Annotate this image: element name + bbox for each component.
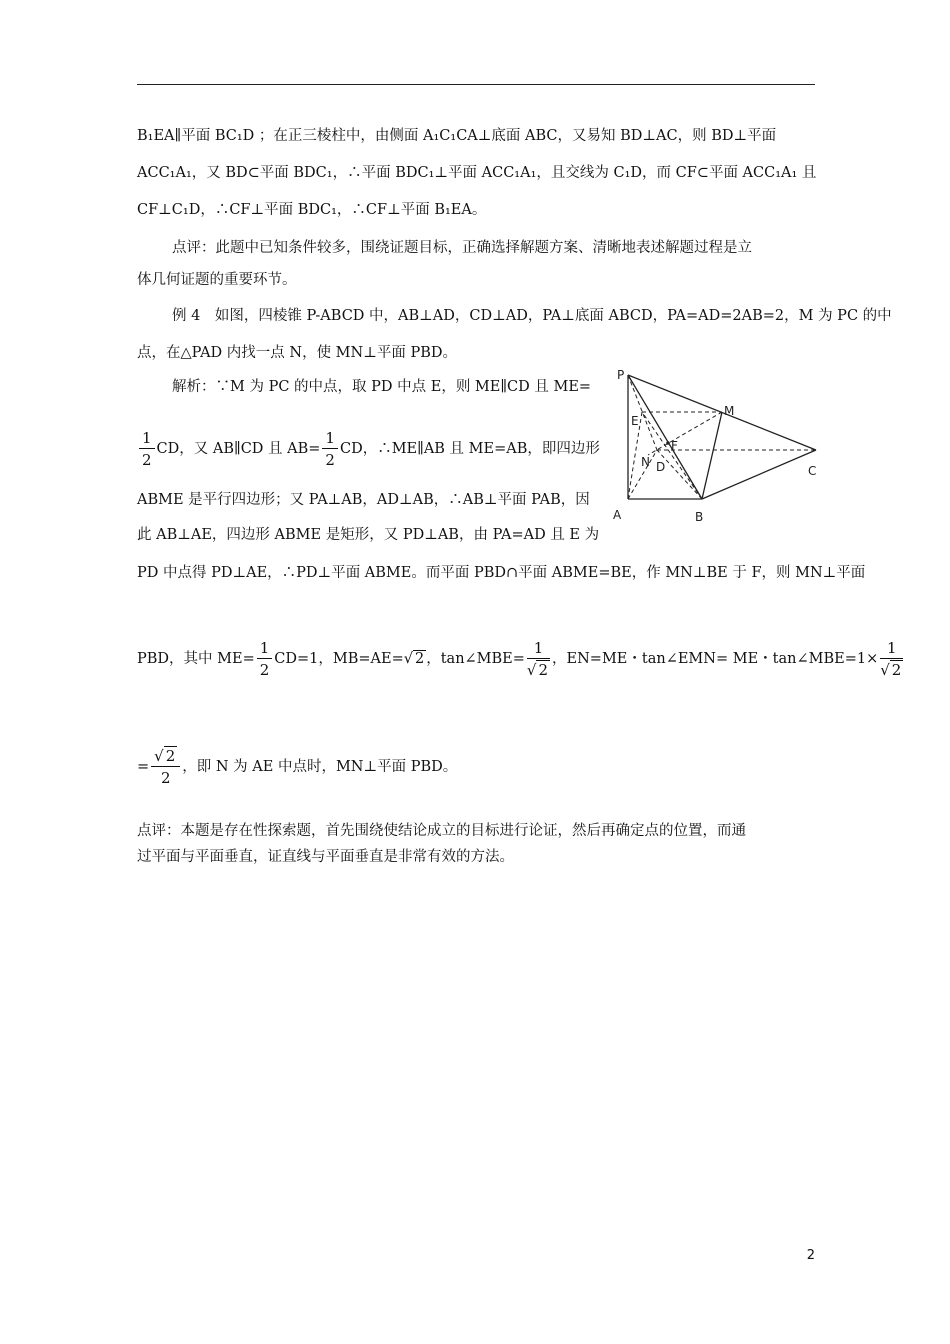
label-A: A	[613, 508, 622, 522]
label-B: B	[695, 510, 704, 524]
label-F: F	[671, 439, 678, 453]
fraction: $\frac{1}{2}$	[322, 428, 338, 471]
edge-BD	[657, 450, 702, 499]
label-M: M	[724, 404, 735, 418]
comment-line: 点评：此题中已知条件较多，围绕证题目标，正确选择解题方案、清晰地表述解题过程是立	[172, 240, 752, 256]
comment-line: 体几何证题的重要环节。	[137, 272, 297, 288]
text-line: B₁EA∥平面 BC₁D ；在正三棱柱中，由侧面 A₁C₁CA⊥底面 ABC，又易知 BD⊥AC，则 BD⊥平面	[137, 128, 777, 144]
text-line: ACC₁A₁，又 BD⊂平面 BDC₁，∴平面 BDC₁⊥平面 ACC₁A₁，且交线为 C₁D，而 CF⊂平面 ACC₁A₁ 且	[137, 165, 817, 181]
label-P: P	[617, 368, 625, 382]
page-number: 2	[806, 1248, 815, 1263]
example-line: 点，在△PAD 内找一点 N，使 MN⊥平面 PBD。	[137, 345, 458, 361]
fraction: $\frac{1}{√ 2}$	[880, 638, 902, 679]
label-C: C	[808, 464, 817, 478]
fraction: $\frac{1}{2}$	[257, 638, 273, 681]
solution-line: 解析：∵M 为 PC 的中点，取 PD 中点 E，则 ME∥CD 且 ME=	[172, 379, 592, 395]
edge-BC	[702, 450, 816, 499]
text-line: CF⊥C₁D，∴CF⊥平面 BDC₁，∴CF⊥平面 B₁EA。	[137, 202, 487, 218]
example-line: 例 4 如图，四棱锥 P-ABCD 中，AB⊥AD，CD⊥AD，PA⊥底面 ABCD，PA=AD=2AB=2，M 为 PC 的中	[172, 308, 892, 324]
fraction: $\frac{1}{2}$	[139, 428, 155, 471]
point-F	[666, 441, 670, 445]
solution-line: PD 中点得 PD⊥AE，∴PD⊥平面 ABME。而平面 PBD∩平面 ABME=BE，作 MN⊥BE 于 F，则 MN⊥平面	[137, 565, 866, 581]
label-D: D	[656, 460, 666, 474]
label-E: E	[631, 414, 639, 428]
solution-line: = $\frac{√ 2}{2}$ ，即 N 为 AE 中点时，MN⊥平面 PBD。	[137, 746, 458, 787]
label-N: N	[641, 455, 650, 469]
edge-MN	[648, 412, 722, 455]
pyramid-figure	[605, 365, 830, 525]
sqrt-expr: √ 2	[403, 651, 425, 667]
fraction: $\frac{√ 2}{2}$	[151, 746, 180, 789]
solution-line: 此 AB⊥AE，四边形 ABME 是矩形，又 PD⊥AB，由 PA=AD 且 E 为	[137, 527, 600, 543]
solution-line: ABME 是平行四边形；又 PA⊥AB，AD⊥AB，∴AB⊥平面 PAB，因	[137, 492, 590, 508]
comment-line: 过平面与平面垂直，证直线与平面垂直是非常有效的方法。	[137, 849, 514, 865]
edge-BE	[642, 412, 702, 499]
solution-line: $\frac{1}{2}$ CD，又 AB∥CD 且 AB= $\frac{1}{2}$ CD，∴ME∥AB 且 ME=AB，即四边形	[137, 424, 600, 474]
solution-line: PBD，其中 ME= $\frac{1}{2}$ CD=1，MB=AE=√ 2 ，tan∠MBE= $\frac{1}{√ 2}$ ，EN=ME・tan∠EMN= ME・tan∠MBE=1× $\frac{1}{√ 2}$	[137, 634, 905, 684]
header-rule	[137, 84, 815, 85]
comment-line: 点评：本题是存在性探索题，首先围绕使结论成立的目标进行论证，然后再确定点的位置，而通	[137, 823, 746, 839]
fraction: $\frac{1}{√ 2}$	[526, 638, 549, 679]
edge-MB	[702, 412, 722, 499]
